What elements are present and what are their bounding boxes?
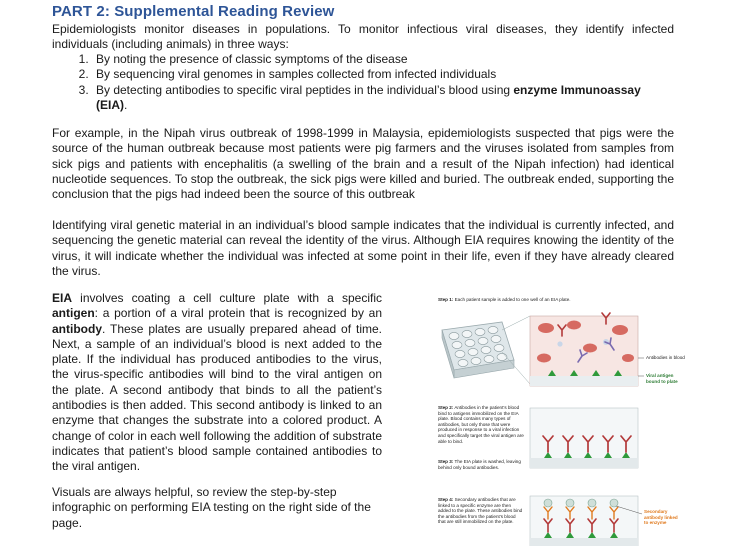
- section-heading: PART 2: Supplemental Reading Review: [52, 3, 335, 20]
- antibody-term: antibody: [52, 321, 102, 336]
- antigen-term: antigen: [52, 306, 95, 321]
- nipah-paragraph: For example, in the Nipah virus outbreak of 1998-1999 in Malaysia, epidemiologists suspected that pigs were the source of the human outbreak because most patients were pig farmers and the viruses isolated from samples from sick pigs and patients with encephalitis (a swelling of the brain and a result of the Nipah infection) had identical nucleotide sequences. To stop the outbreak, the sick pigs were killed and buried. The outbreak ended, supporting the conclusion that the pigs had indeed been the source of this outbreak: [52, 126, 674, 202]
- step3-caption: Step 3: The EIA plate is washed, leaving behind only bound antibodies.: [438, 459, 521, 470]
- eia-plate-icon: [442, 322, 514, 378]
- list-item: 2. By sequencing viral genomes in samples collected from infected individuals: [92, 67, 674, 82]
- list-item: 1. By noting the presence of classic symptoms of the disease: [92, 52, 674, 67]
- eia-term: enzyme Immunoassay (EIA): [96, 82, 641, 112]
- eia-term: EIA: [52, 291, 73, 305]
- step1-caption: Step 1: Each patient sample is added to one well of an EIA plate.: [438, 297, 571, 302]
- eia-text-1: involves coating a cell culture plate with a specific: [72, 291, 382, 305]
- visuals-paragraph: Visuals are always helpful, so review the step-by-step infographic on performing EIA testing on the right side of the page.: [52, 485, 371, 530]
- list-item-end: .: [124, 97, 128, 112]
- eia-diagram: [384, 292, 680, 546]
- step2-caption: Step 2: Antibodies in the patient’s blood bind to antigens immobilized on the EIA plate. Blood contains many types of antibodies, but only those that were produced in response to a viral infection and specifically target the viral antigen are able to bind.: [438, 405, 524, 444]
- eia-text-2: : a portion of a viral protein that is recognized by an: [94, 306, 382, 321]
- secondary-antibody-callout: Secondary antibody linked to enzyme: [644, 509, 678, 526]
- detection-methods-list: [52, 52, 674, 113]
- eia-paragraph: [52, 291, 382, 475]
- antibodies-callout: Antibodies in blood: [646, 355, 685, 360]
- bound-antibody-well: [530, 408, 638, 468]
- eia-infographic: [384, 292, 685, 546]
- antigen-callout: Viral antigen bound to plate: [646, 373, 678, 384]
- eia-text-3: . These plates are usually prepared ahead of time. Next, a sample of an individual’s blood is next added to the plate. If the individual has produced antibodies to the virus, the virus-specific antibodies will bind to the viral antigen on the plate. A second antibody that binds to all the patient’s antibodies is then added. This second antibody is linked to an enzyme that changes the substrate into a colored product. A change of color in each well following the addition of substrate indicates that patient’s blood sample contained antibodies to the viral antigen.: [52, 321, 382, 474]
- blood-well-closeup: [530, 313, 638, 386]
- secondary-antibody-well: [530, 496, 638, 546]
- list-item: [92, 83, 674, 114]
- step4-caption: Step 4: Secondary antibodies that are linked to a specific enzyme are then added to the plate. These antibodies bind the antibodies from the patient’s blood that are still immobilized on the plate.: [438, 497, 523, 525]
- intro-paragraph: Epidemiologists monitor diseases in populations. To monitor infectious viral diseases, they identify infected individuals (including animals) in three ways:: [52, 22, 674, 52]
- genetic-material-paragraph: Identifying viral genetic material in an individual’s blood sample indicates that the individual is currently infected, and sequencing the genetic material can reveal the identity of the virus. Although EIA requires knowing the identity of the virus, it will indicate whether the individual was infected at some point in their life, even if they have already cleared the virus.: [52, 218, 674, 278]
- list-item-text: By detecting antibodies to specific viral peptides in the individual’s blood using: [96, 82, 514, 97]
